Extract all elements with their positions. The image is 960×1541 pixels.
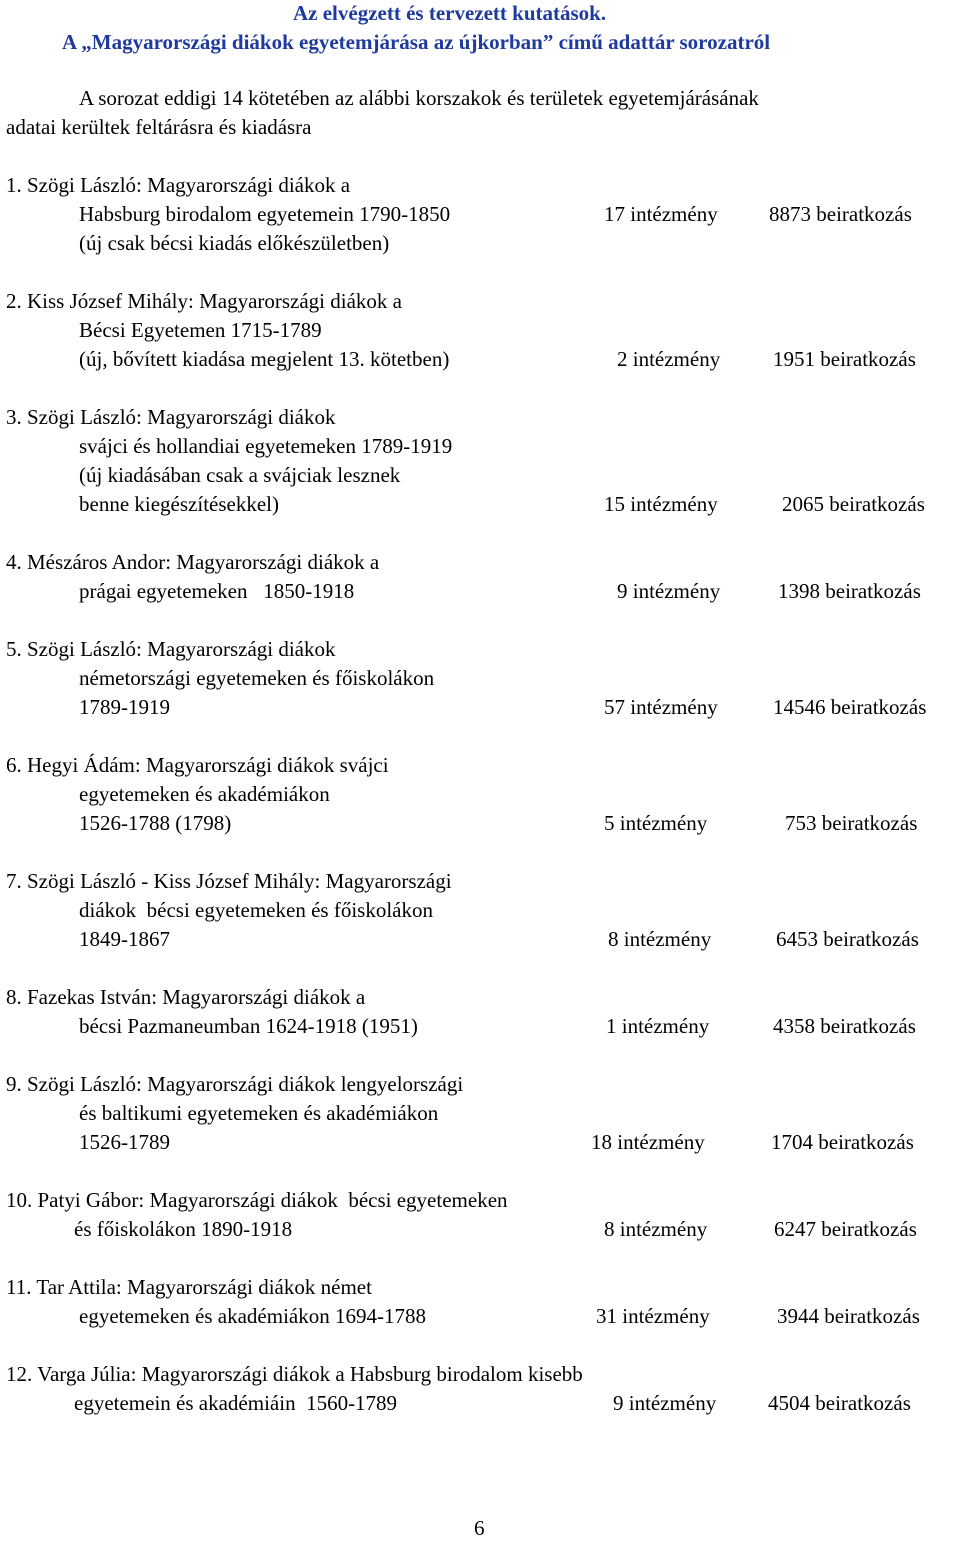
enrollment-count: 1398 beiratkozás <box>778 579 921 603</box>
enrollment-count: 753 beiratkozás <box>785 811 918 835</box>
entry-line: bécsi Pazmaneumban 1624-1918 (1951) <box>79 1014 418 1038</box>
entry-line: 4. Mészáros Andor: Magyarországi diákok a <box>6 550 380 574</box>
entry-line: egyetemeken és akadémiákon 1694-1788 <box>79 1304 426 1328</box>
entry-line: 3. Szögi László: Magyarországi diákok <box>6 405 336 429</box>
entry-line: 5. Szögi László: Magyarországi diákok <box>6 637 336 661</box>
enrollment-count: 6453 beiratkozás <box>776 927 919 951</box>
entry-line: és főiskolákon 1890-1918 <box>74 1217 293 1241</box>
entry-line: 11. Tar Attila: Magyarországi diákok német <box>6 1275 372 1299</box>
entry-line: Bécsi Egyetemen 1715-1789 <box>79 318 322 342</box>
entry-line: németországi egyetemeken és főiskolákon <box>79 666 435 690</box>
enrollment-count: 4504 beiratkozás <box>768 1391 911 1415</box>
enrollment-count: 1704 beiratkozás <box>771 1130 914 1154</box>
enrollment-count: 8873 beiratkozás <box>769 202 912 226</box>
entry-line: 1526-1789 <box>79 1130 170 1154</box>
entry-line: prágai egyetemeken 1850-1918 <box>79 579 355 603</box>
entry-line: Habsburg birodalom egyetemein 1790-1850 <box>79 202 451 226</box>
entry-line: 8. Fazekas István: Magyarországi diákok a <box>6 985 366 1009</box>
intro-line: A sorozat eddigi 14 kötetében az alábbi korszakok és területek egyetemjárásának <box>79 86 759 110</box>
institution-count: 9 intézmény <box>613 1391 717 1415</box>
institution-count: 8 intézmény <box>608 927 712 951</box>
institution-count: 31 intézmény <box>596 1304 710 1328</box>
entry-line: (új kiadásában csak a svájciak lesznek <box>79 463 401 487</box>
entry-line: 1849-1867 <box>79 927 170 951</box>
entry-line: svájci és hollandiai egyetemeken 1789-1919 <box>79 434 453 458</box>
institution-count: 15 intézmény <box>604 492 718 516</box>
entry-line: 10. Patyi Gábor: Magyarországi diákok bécsi egyetemeken <box>6 1188 508 1212</box>
entry-line: (új csak bécsi kiadás előkészületben) <box>79 231 390 255</box>
entry-line: diákok bécsi egyetemeken és főiskolákon <box>79 898 433 922</box>
enrollment-count: 1951 beiratkozás <box>773 347 916 371</box>
institution-count: 5 intézmény <box>604 811 708 835</box>
institution-count: 1 intézmény <box>606 1014 710 1038</box>
intro-line: adatai kerültek feltárásra és kiadásra <box>6 115 312 139</box>
entry-line: 1789-1919 <box>79 695 170 719</box>
enrollment-count: 2065 beiratkozás <box>782 492 925 516</box>
institution-count: 18 intézmény <box>591 1130 705 1154</box>
entry-line: 6. Hegyi Ádám: Magyarországi diákok svájci <box>6 753 389 777</box>
entry-line: és baltikumi egyetemeken és akadémiákon <box>79 1101 439 1125</box>
entry-line: egyetemeken és akadémiákon <box>79 782 330 806</box>
entry-line: 12. Varga Júlia: Magyarországi diákok a Habsburg birodalom kisebb <box>6 1362 583 1386</box>
page-subtitle: A „Magyarországi diákok egyetemjárása az újkorban” című adattár sorozatról <box>62 30 771 54</box>
enrollment-count: 14546 beiratkozás <box>773 695 927 719</box>
entry-line: 9. Szögi László: Magyarországi diákok lengyelországi <box>6 1072 464 1096</box>
enrollment-count: 4358 beiratkozás <box>773 1014 916 1038</box>
page-number: 6 <box>474 1516 485 1540</box>
institution-count: 9 intézmény <box>617 579 721 603</box>
entry-line: 7. Szögi László - Kiss József Mihály: Magyarországi <box>6 869 452 893</box>
enrollment-count: 6247 beiratkozás <box>774 1217 917 1241</box>
entry-line: benne kiegészítésekkel) <box>79 492 279 516</box>
entry-line: (új, bővített kiadása megjelent 13. kötetben) <box>79 347 450 371</box>
entry-line: 2. Kiss József Mihály: Magyarországi diákok a <box>6 289 402 313</box>
entry-line: egyetemein és akadémiáin 1560-1789 <box>74 1391 398 1415</box>
enrollment-count: 3944 beiratkozás <box>777 1304 920 1328</box>
institution-count: 8 intézmény <box>604 1217 708 1241</box>
page-title: Az elvégzett és tervezett kutatások. <box>293 1 607 25</box>
entry-line: 1526-1788 (1798) <box>79 811 232 835</box>
entry-line: 1. Szögi László: Magyarországi diákok a <box>6 173 351 197</box>
institution-count: 17 intézmény <box>604 202 718 226</box>
institution-count: 2 intézmény <box>617 347 721 371</box>
institution-count: 57 intézmény <box>604 695 718 719</box>
